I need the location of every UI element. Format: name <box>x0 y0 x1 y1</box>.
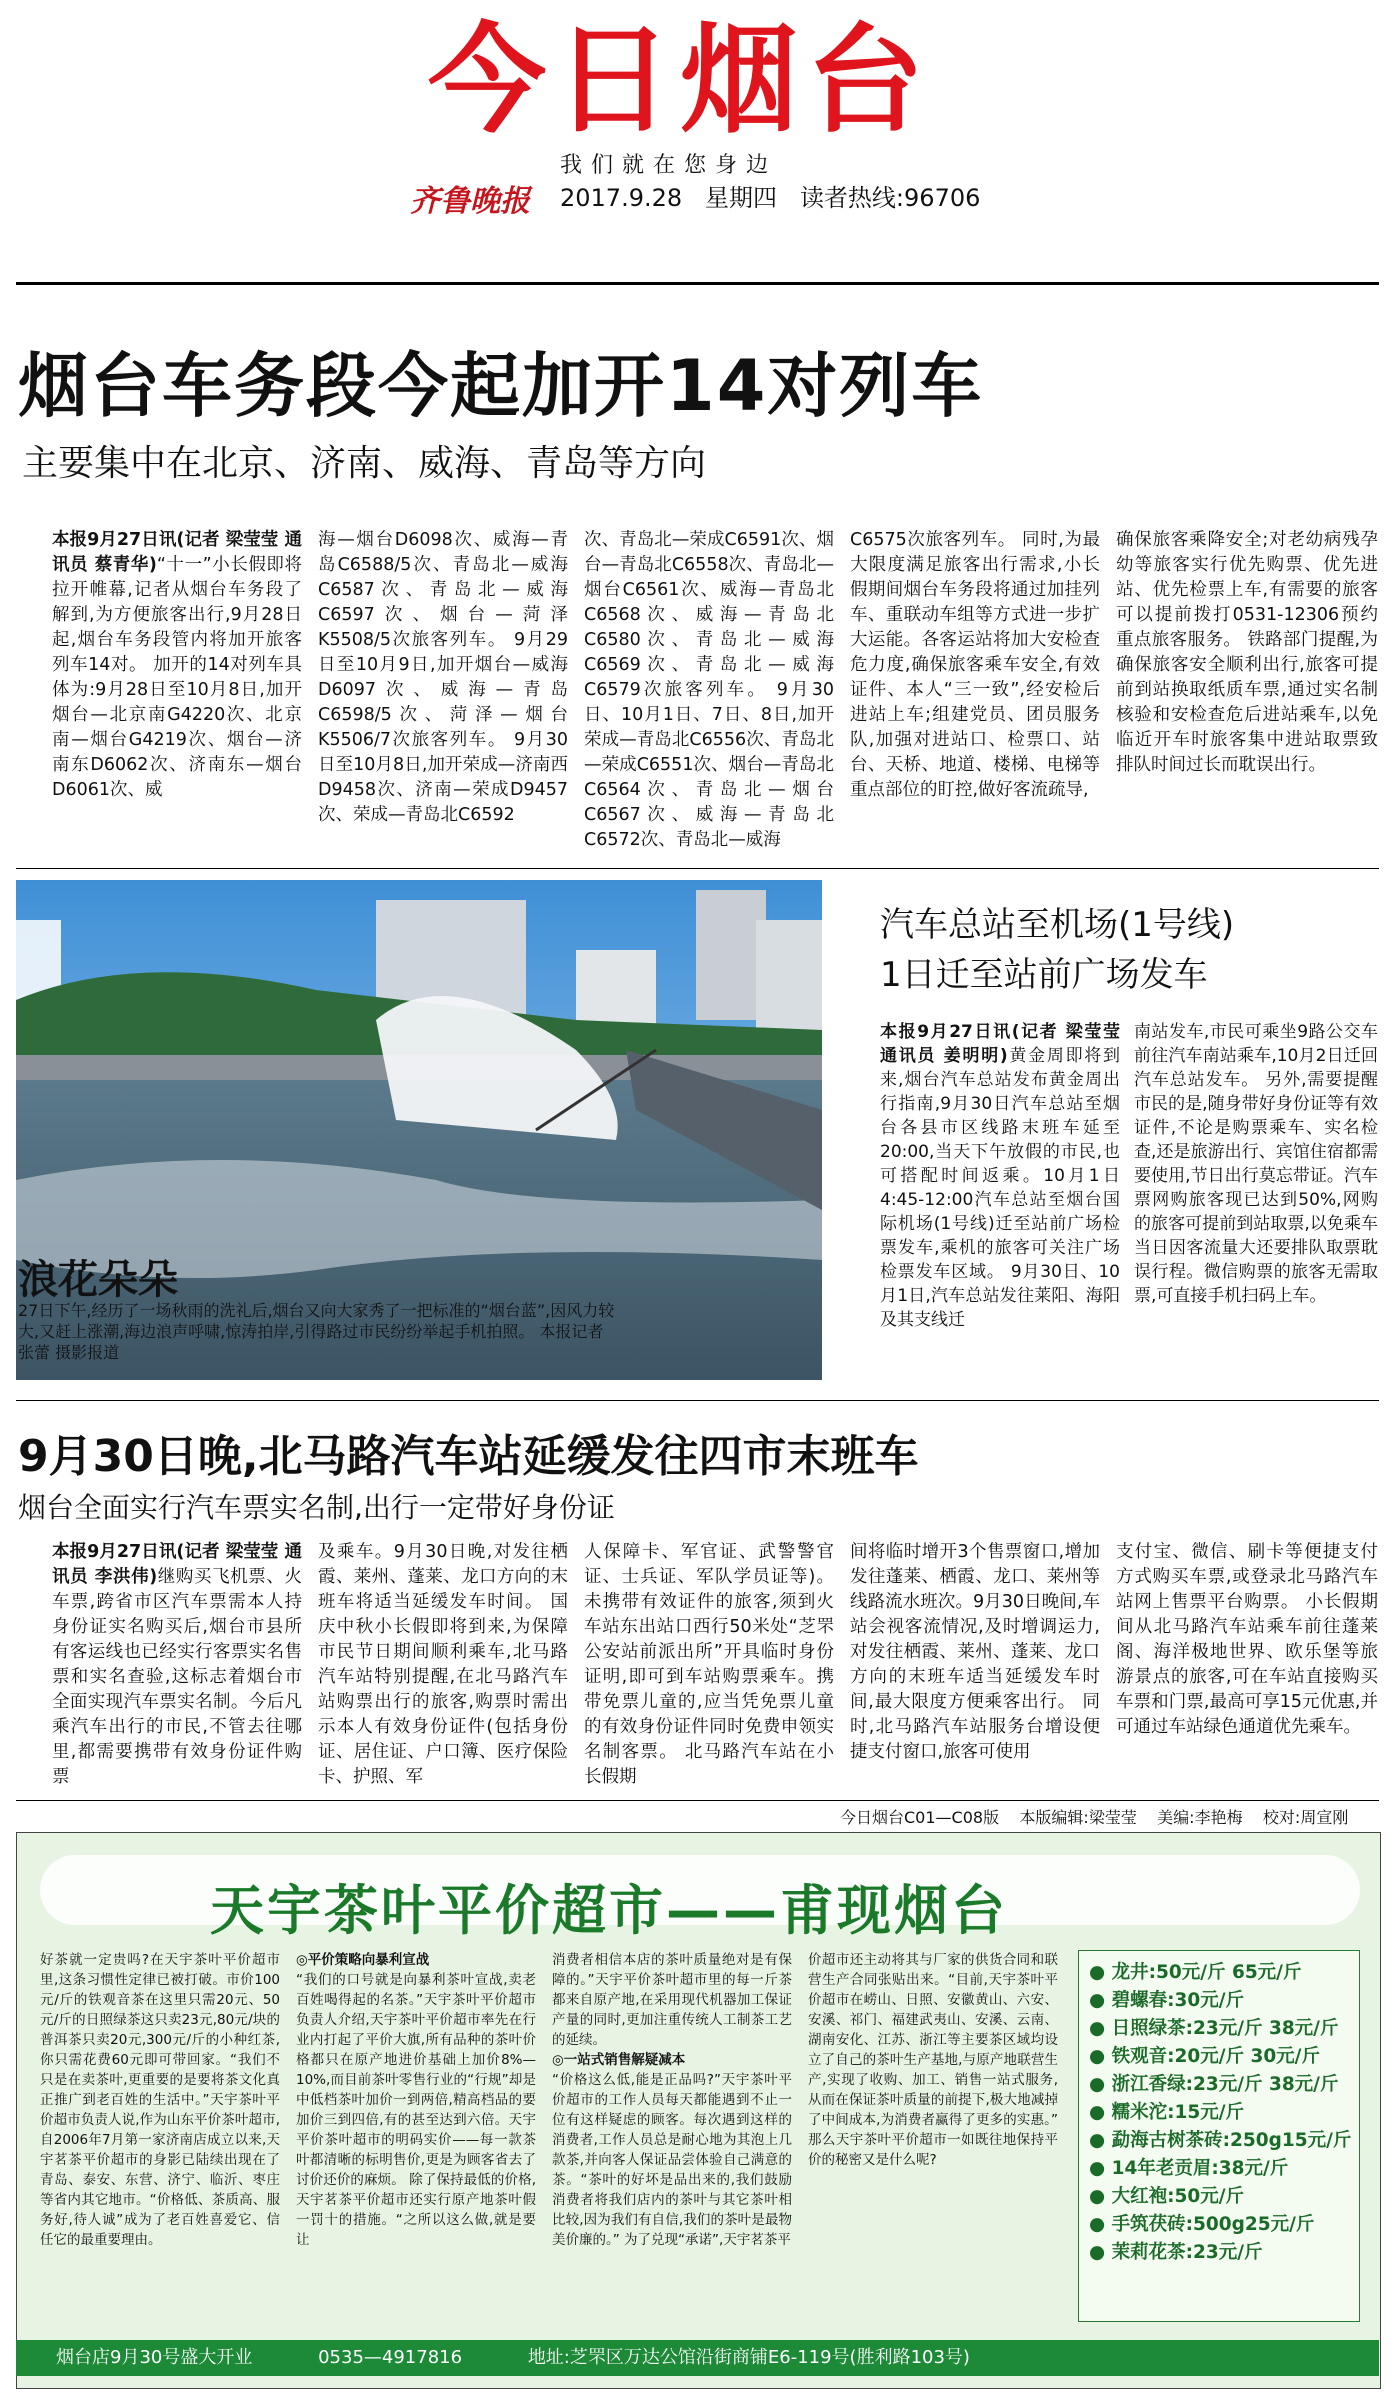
price-item <box>1089 2099 1349 2127</box>
article1-col2: 海—烟台D6098次、威海—青岛C6588/5次、青岛北—威海C6587次、青岛北—威海C6597次、烟台—菏泽K5508/5次旅客列车。 9月29日至10月9日,加开烟台—威海D6097次、威海—青岛C6598/5次、菏泽—烟台K5506/7次旅客列车。 9月30日至10月8日,加开荣成—济南西D9458次、济南—荣成D9457次、荣成—青岛北C6592 <box>318 530 568 825</box>
article3-subhead: 烟台全面实行汽车票实名制,出行一定带好身份证 <box>18 1491 615 1524</box>
price-item-value: 50元/斤 <box>1174 2186 1245 2207</box>
hotline-number: 96706 <box>904 184 981 212</box>
price-item-value: 250g15元/斤 <box>1230 2130 1352 2151</box>
brand-logo: 齐鲁晚报 <box>410 184 530 219</box>
price-item <box>1089 2183 1349 2211</box>
ad-address: 地址:芝罘区万达公馆沿街商铺E6-119号(胜利路103号) <box>527 2347 970 2368</box>
hotline-label: 读者热线: <box>799 184 905 212</box>
bullet-icon: ● <box>1089 2102 1112 2123</box>
price-item-value: 30元/斤 <box>1174 1990 1245 2011</box>
price-item-value: 23元/斤 <box>1193 2242 1263 2263</box>
price-item-value: 500g25元/斤 <box>1193 2214 1315 2235</box>
article2-col2: 南站发车,市民可乘坐9路公交车前往汽车南站乘车,10月2日迁回汽车总站发车。 另外,需要提醒市民的是,随身带好身份证等有效证件,不论是购票乘车、实名检查,还是旅游出行、宾馆住宿都需要使用,节日出行莫忘带证。汽车票网购旅客现已达到50%,网购的旅客可提前到站取票,以免乘车当日因客流量大还要排队取票耽误行程。微信购票的旅客无需取票,可直接手机扫码上车。 <box>1134 1022 1378 1306</box>
price-item-name: 龙井: <box>1111 1962 1156 1983</box>
article1-col1: 本报9月27日讯(记者 梁莹莹 通讯员 蔡青华)“十一”小长假即将拉开帷幕,记者从烟台车务段了解到,为方便旅客出行,9月28日起,烟台车务段管内将加开旅客列车14对。 加开的14对列车具体为:9月28日至10月8日,加开烟台—北京南G4220次、北京南—烟台G4219次、烟台—济南东D6062次、济南东—烟台D6061次、威 <box>52 530 302 800</box>
ad-phone: 0535—4917816 <box>318 2347 463 2368</box>
article3-col1: 本报9月27日讯(记者 梁莹莹 通讯员 李洪伟)继购买飞机票、火车票,跨省市区汽车票需本人持身份证实名购买后,烟台市县所有客运线也已经实行客票实名售票和实名查验,这标志着烟台市全面实现汽车票实名制。今后凡乘汽车出行的市民,不管去往哪里,都需要携带有效身份证件购票 <box>52 1542 303 1787</box>
bullet-icon: ● <box>1089 2242 1112 2263</box>
page-credits: 今日烟台C01—C08版 本版编辑:梁莹莹 美编:李艳梅 校对:周宣刚 <box>840 1808 1349 1827</box>
price-list <box>1078 1950 1360 2322</box>
masthead-rule <box>16 282 1379 285</box>
price-item-value: 38元/斤 <box>1218 2158 1289 2179</box>
price-item-value: 20元/斤 30元/斤 <box>1174 2046 1320 2067</box>
bullet-icon: ● <box>1089 2158 1112 2179</box>
price-item-name: 糯米沱: <box>1111 2102 1175 2123</box>
price-item-name: 勐海古树茶砖: <box>1111 2130 1230 2151</box>
article1-col3: 次、青岛北—荣成C6591次、烟台—青岛北C6558次、青岛北—烟台C6561次、威海—青岛北C6568次、威海—青岛北C6580次、青岛北—威海C6569次、青岛北—威海C6579次旅客列车。 9月30日、10月1日、7日、8日,加开荣成—青岛北C6556次、青岛北—荣成C6551次、烟台—青岛北C6564次、青岛北—烟台C6567次、威海—青岛北C6572次、青岛北—威海 <box>584 530 834 850</box>
price-item <box>1089 2043 1349 2071</box>
price-item-name: 浙江香绿: <box>1111 2074 1193 2095</box>
divider <box>16 1400 1379 1401</box>
article2-headline: 汽车总站至机场(1号线) 1日迁至站前广场发车 <box>880 905 1235 995</box>
bullet-icon: ● <box>1089 2046 1112 2067</box>
ad-footer-bar <box>16 2340 1379 2376</box>
article3-col2: 及乘车。9月30日晚,对发往栖霞、莱州、蓬莱、龙口方向的末班车将适当延缓发车时间。 国庆中秋小长假即将到来,为保障市民节日期间顺利乘车,北马路汽车站特别提醒,在北马路汽车站购票出行的旅客,购票时需出示本人有效身份证件(包括身份证、居住证、户口簿、医疗保险卡、护照、军 <box>318 1542 568 1787</box>
divider <box>16 868 1379 869</box>
dateline <box>560 178 980 213</box>
price-item-name: 14年老贡眉: <box>1111 2158 1219 2179</box>
price-item-name: 碧螺春: <box>1111 1990 1175 2011</box>
price-item-name: 大红袍: <box>1111 2186 1175 2207</box>
masthead-slogan: 我们就在您身边 <box>560 153 778 178</box>
divider <box>16 1800 1379 1801</box>
issue-weekday: 星期四 <box>705 184 778 212</box>
article1-col4: C6575次旅客列车。 同时,为最大限度满足旅客出行需求,小长假期间烟台车务段将通过加挂列车、重联动车组等方式进一步扩大运能。各客运站将加大安检查危力度,确保旅客乘车安全,有效证件、本人“三一致”,经安检后进站上车;组建党员、团员服务队,加强对进站口、检票口、站台、天桥、地道、楼梯、电梯等重点部位的盯控,做好客流疏导, <box>850 530 1100 800</box>
price-item <box>1089 2239 1349 2267</box>
article3-col3: 人保障卡、军官证、武警警官证、士兵证、军队学员证等)。未携带有效证件的旅客,须到火车站东出站口西行50米处“芝罘公安站前派出所”开具临时身份证明,即可到车站购票乘车。携带免票儿童的,应当凭免票儿童的有效身份证件同时免费申领实名制客票。 北马路汽车站在小长假期 <box>584 1542 834 1787</box>
ad-col2: ◎平价策略向暴利宣战 “我们的口号就是向暴利茶叶宣战,卖老百姓喝得起的名茶。”天宇茶叶平价超市负责人介绍,天宇茶叶平价超市率先在行业内打起了平价大旗,所有品种的茶叶价格都只在原产地进价基础上加价8%—10%,而目前茶叶零售行业的“行规”却是中低档茶叶加价一到两倍,精高档品的要加价三到四倍,有的甚至达到六倍。天宇平价茶叶超市的明码实价——每一款茶叶都清晰的标明售价,更是为顾客省去了讨价还价的麻烦。 除了保持最低的价格,天宇茗茶平价超市还实行原产地茶叶假一罚十的措施。“之所以这么做,就是要让 <box>296 1952 536 2248</box>
price-item-value: 23元/斤 38元/斤 <box>1193 2018 1339 2039</box>
bullet-icon: ● <box>1089 2130 1112 2151</box>
photo-title: 浪花朵朵 <box>18 1257 178 1303</box>
article2-byline: 本报9月27日讯(记者 梁莹莹 通讯员 姜明明) <box>880 1022 1120 1066</box>
price-item-value: 15元/斤 <box>1174 2102 1245 2123</box>
article1-byline: 本报9月27日讯(记者 梁莹莹 通讯员 蔡青华) <box>52 530 302 575</box>
article1-col5: 确保旅客乘降安全;对老幼病残孕幼等旅客实行优先购票、优先进站、优先检票上车,有需要的旅客可以提前拨打0531-12306预约重点旅客服务。 铁路部门提醒,为确保旅客安全顺利出行,旅客可提前到站换取纸质车票,通过实名制核验和安检查危后进站乘车,以免临近开车时旅客集中进站取票致排队时间过长而耽误出行。 <box>1116 530 1378 775</box>
article3-byline: 本报9月27日讯(记者 梁莹莹 通讯员 李洪伟) <box>52 1542 302 1587</box>
price-item-name: 铁观音: <box>1111 2046 1175 2067</box>
bullet-icon: ● <box>1089 2074 1112 2095</box>
ad-col1: 好茶就一定贵吗?在天宇茶叶平价超市里,这条习惯性定律已被打破。市价100元/斤的铁观音茶在这里只需20元、50元/斤的日照绿茶这只卖23元,80元/块的普洱茶只卖20元,300元/斤的小种红茶,你只需花费60元即可带回家。“我们不只是在卖茶叶,更重要的是要将茶文化真正推广到老百姓的生活中。”天宇茶叶平价超市负责人说,作为山东平价茶叶超市,自2006年7月第一家济南店成立以来,天宇茗茶平价超市的身影已陆续出现在了青岛、泰安、东营、济宁、临沂、枣庄等省内其它地市。“价格低、茶质高、服务好,待人诚”成为了老百姓喜爱它、信任它的最重要理由。 <box>40 1952 280 2248</box>
bullet-icon: ● <box>1089 2214 1112 2235</box>
bullet-icon: ● <box>1089 1990 1112 2011</box>
bullet-icon: ● <box>1089 2186 1112 2207</box>
masthead-title: 今日烟台 <box>427 11 932 149</box>
price-item <box>1089 1959 1349 1987</box>
bullet-icon: ● <box>1089 1962 1112 1983</box>
article1-headline: 烟台车务段今起加开14对列车 <box>18 345 984 427</box>
article1-subhead: 主要集中在北京、济南、威海、青岛等方向 <box>22 443 707 484</box>
bullet-icon: ● <box>1089 2018 1112 2039</box>
issue-date: 2017.9.28 <box>560 184 683 212</box>
price-item-name: 日照绿茶: <box>1111 2018 1193 2039</box>
article3-headline: 9月30日晚,北马路汽车站延缓发往四市末班车 <box>18 1431 919 1482</box>
price-item <box>1089 2155 1349 2183</box>
ad-col4: 价超市还主动将其与厂家的供货合同和联营生产合同张贴出来。“目前,天宇茶叶平价超市在崂山、日照、安徽黄山、六安、安溪、祁门、福建武夷山、安溪、云南、湖南安化、江苏、浙江等主要茶区域均设立了自己的茶叶生产基地,与原产地联营生产,实现了收购、加工、销售一站式服务,从而在保证茶叶质量的前提下,极大地减掉了中间成本,为消费者赢得了更多的实惠。” 那么天宇茶叶平价超市一如既往地保持平价的秘密又是什么呢? <box>808 1952 1058 2168</box>
ad-store-opening: 烟台店9月30号盛大开业 <box>56 2347 253 2368</box>
article3-col5: 支付宝、微信、刷卡等便捷支付方式购买车票,或登录北马路汽车站网上售票平台购票。 小长假期间从北马路汽车站乘车前往蓬莱阁、海洋极地世界、欧乐堡等旅游景点的旅客,可在车站直接购买车票和门票,最高可享15元优惠,并可通过车站绿色通道优先乘车。 <box>1116 1542 1378 1737</box>
ad-col3: 消费者相信本店的茶叶质量绝对是有保障的。”天宇平价茶叶超市里的每一斤茶都来自原产地,在采用现代机器加工保证产量的同时,更加注重传统人工制茶工艺的延续。 ◎一站式销售解疑减本 “价格这么低,能是正品吗?”天宇茶叶平价超市的工作人员每天都能遇到不止一位有这样疑虑的顾客。每次遇到这样的消费者,工作人员总是耐心地为其泡上几款茶,并向客人保证品尝体验自己满意的茶。“茶叶的好坏是品出来的,我们鼓励消费者将我们店内的茶叶与其它茶叶相比较,因为我们有自信,我们的茶叶是最物美价廉的。” 为了兑现“承诺”,天宇茗茶平 <box>552 1952 792 2248</box>
price-item-value: 50元/斤 65元/斤 <box>1156 1962 1302 1983</box>
ad-title: 天宇茶叶平价超市——甫现烟台 <box>210 1879 1008 1942</box>
article2-col1: 本报9月27日讯(记者 梁莹莹 通讯员 姜明明)黄金周即将到来,烟台汽车总站发布黄金周出行指南,9月30日汽车总站至烟台各县市区线路末班车延至20:00,当天下午放假的市民,也可搭配时间返乘。10月1日4:45-12:00汽车总站至烟台国际机场(1号线)迁至站前广场检票发车,乘机的旅客可关注广场检票发车区域。 9月30日、10月1日,汽车总站发往莱阳、海阳及其支线迁 <box>880 1022 1120 1330</box>
price-item-name: 手筑茯砖: <box>1111 2214 1193 2235</box>
price-item <box>1089 2071 1349 2099</box>
price-item <box>1089 2211 1349 2239</box>
article3-col4: 间将临时增开3个售票窗口,增加发往蓬莱、栖霞、龙口、莱州等线路流水班次。9月30日晚间,车站会视客流情况,及时增调运力,对发往栖霞、莱州、蓬莱、龙口方向的末班车适当延缓发车时间,最大限度方便乘客出行。 同时,北马路汽车站服务台增设便捷支付窗口,旅客可使用 <box>850 1542 1100 1762</box>
price-item <box>1089 2127 1352 2155</box>
price-item <box>1089 1987 1349 2015</box>
price-item-value: 23元/斤 38元/斤 <box>1193 2074 1339 2095</box>
price-item <box>1089 2015 1349 2043</box>
price-item-name: 茉莉花茶: <box>1111 2242 1193 2263</box>
photo-caption: 27日下午,经历了一场秋雨的洗礼后,烟台又向大家秀了一把标准的“烟台蓝”,因风力较大,又赶上涨潮,海边浪声呼啸,惊涛拍岸,引得路过市民纷纷举起手机拍照。 本报记者 张蕾 摄影报道 <box>18 1301 615 1362</box>
